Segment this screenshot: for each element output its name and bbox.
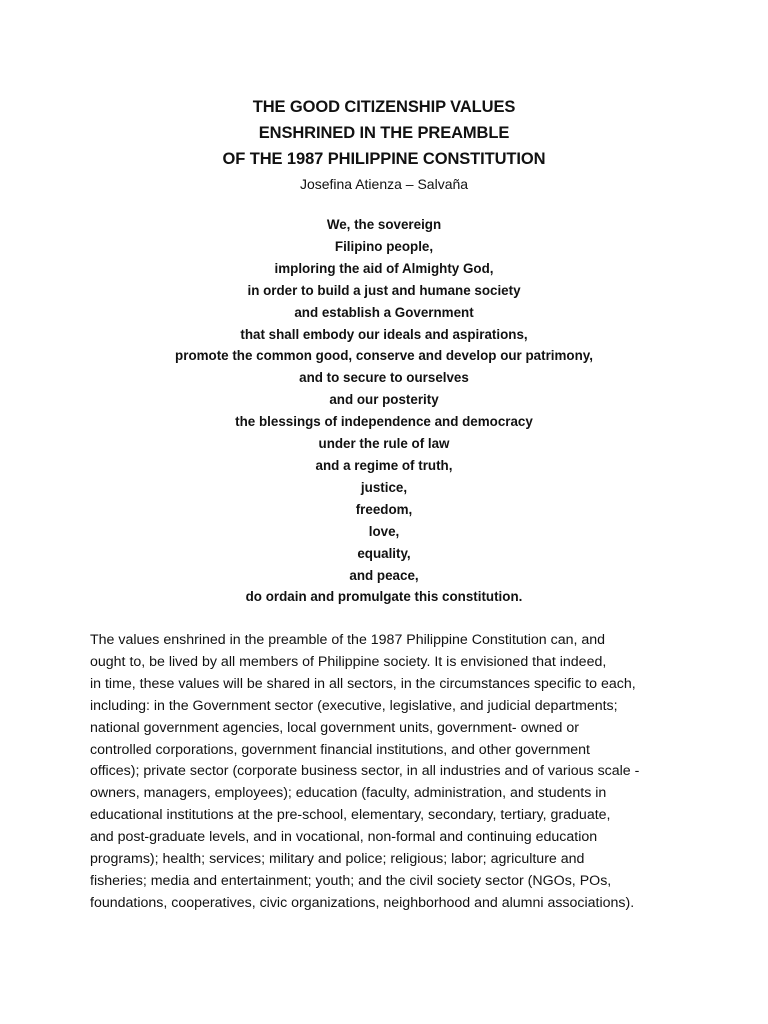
author-name: Josefina Atienza – Salvaña [299,176,469,192]
body-line: national government agencies, local government units, government- owned or [90,719,579,736]
body-paragraph [90,630,690,915]
body-line: ought to, be lived by all members of Philippine society. It is envisioned that indeed, [90,653,607,670]
preamble-line: in order to build a just and humane society [247,282,521,298]
title-line-2: ENSHRINED IN THE PREAMBLE [258,124,510,142]
preamble-line: freedom, [355,501,413,517]
body-line: including: in the Government sector (executive, legislative, and judicial departments; [90,697,618,714]
body-line: The values enshrined in the preamble of the 1987 Philippine Constitution can, and [90,632,606,648]
body-line: fisheries; media and entertainment; youth; and the civil society sector (NGOs, POs, [90,872,612,889]
body-line: foundations, cooperatives, civic organizations, neighborhood and alumni associations). [90,894,635,911]
preamble-text [0,214,768,608]
body-line: programs); health; services; military and police; religious; labor; agriculture and [90,851,585,868]
preamble-line: do ordain and promulgate this constitution. [245,589,523,605]
preamble-line: and peace, [349,567,419,583]
body-line: controlled corporations, government financial institutions, and other government [90,741,590,758]
preamble-line: equality, [357,545,411,561]
title-line-1: THE GOOD CITIZENSHIP VALUES [252,98,516,116]
title-block [0,94,768,194]
preamble-line: that shall embody our ideals and aspirations, [240,326,528,342]
body-line: educational institutions at the pre-school, elementary, secondary, tertiary, graduate, [90,807,611,824]
preamble-line: promote the common good, conserve and develop our patrimony, [175,348,593,364]
body-line: in time, these values will be shared in all sectors, in the circumstances specific to each, [90,675,636,692]
title-line-3: OF THE 1987 PHILIPPINE CONSTITUTION [222,150,546,168]
preamble-line: and establish a Government [294,304,474,320]
preamble-line: love, [368,523,400,539]
preamble-line: the blessings of independence and democracy [235,414,533,430]
preamble-line: and a regime of truth, [315,457,453,473]
preamble-line: and to secure to ourselves [299,370,469,386]
body-line: owners, managers, employees); education (faculty, administration, and students in [90,785,607,802]
preamble-line: justice, [360,479,408,495]
body-line: and post-graduate levels, and in vocational, non-formal and continuing education [90,829,598,846]
preamble-line: under the rule of law [318,436,450,452]
preamble-line: Filipino people, [334,238,434,254]
preamble-line: imploring the aid of Almighty God, [274,260,494,276]
preamble-line: We, the sovereign [326,217,442,232]
body-line: offices); private sector (corporate business sector, in all industries and of various scale - [90,763,640,780]
preamble-line: and our posterity [329,392,439,408]
